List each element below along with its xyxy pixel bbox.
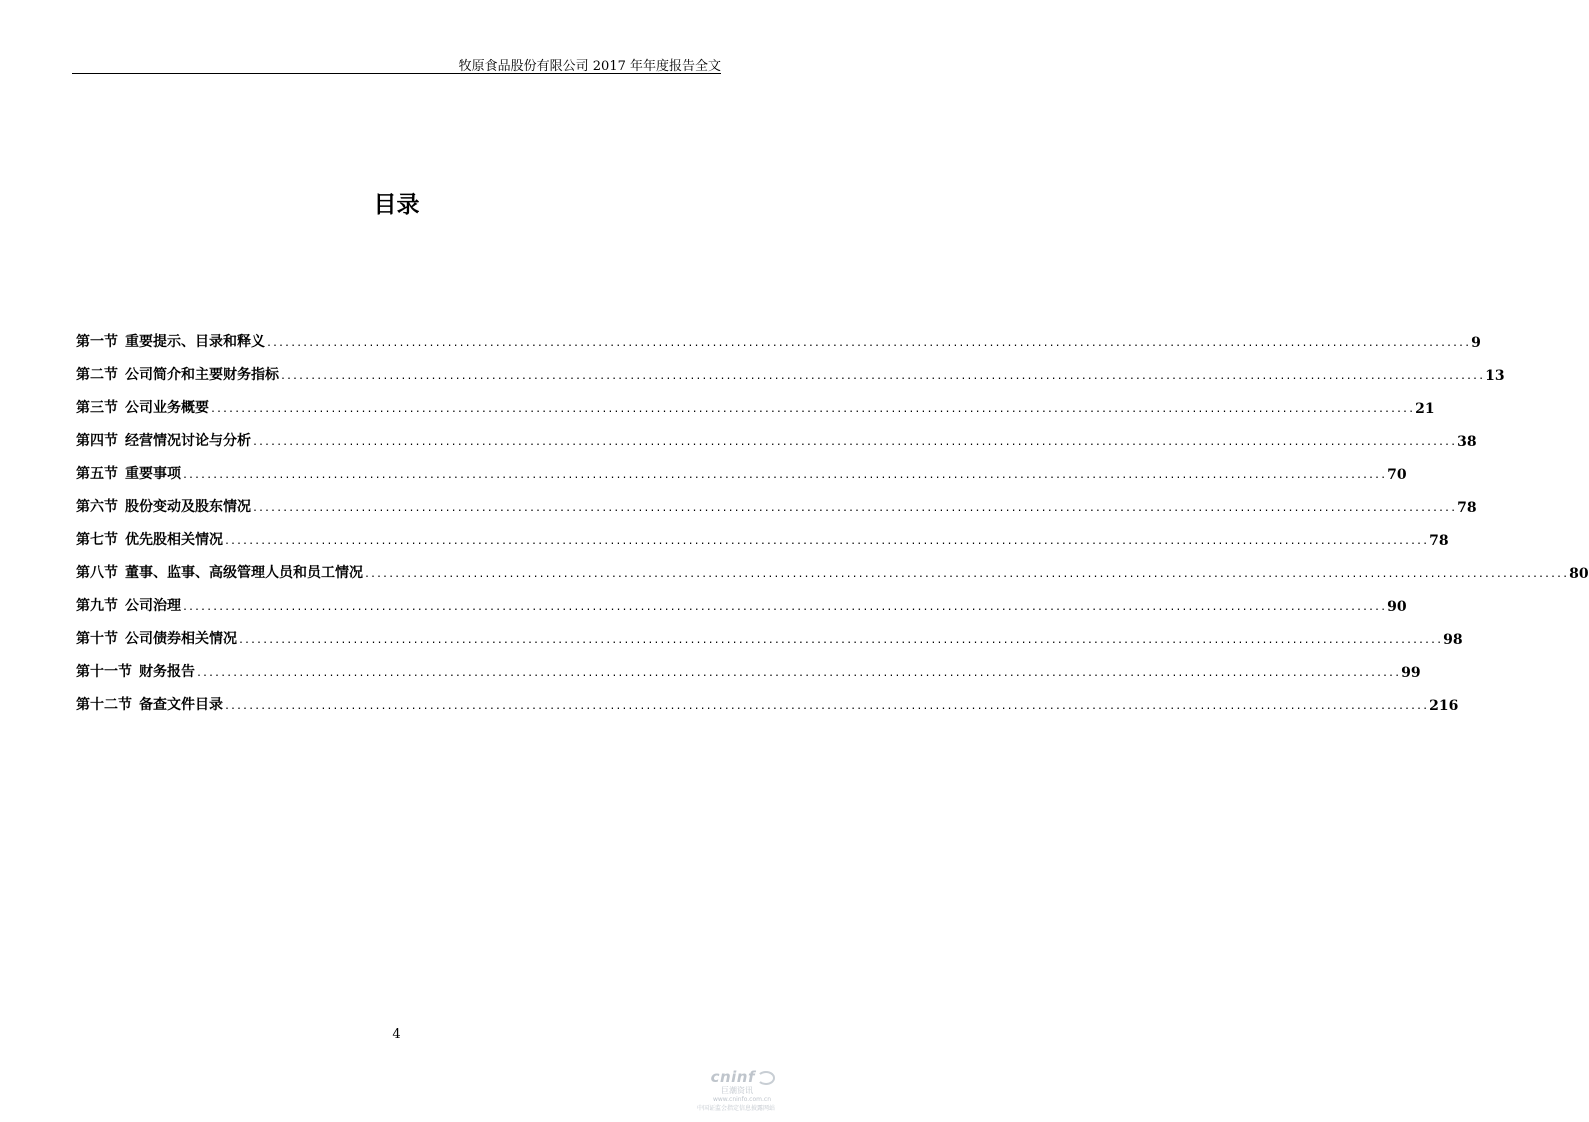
toc-dot-leader: ........................................................................................................................................................................................................	[210, 404, 1415, 415]
toc-dot-leader: ........................................................................................................................................................................................................	[238, 635, 1443, 646]
toc-section-number: 第五节	[76, 466, 118, 482]
toc-page-number: 99	[1401, 665, 1421, 681]
toc-section-name: 公司简介和主要财务指标	[125, 367, 279, 383]
toc-section-name: 公司债券相关情况	[125, 631, 237, 647]
toc-section-name: 经营情况讨论与分析	[125, 433, 251, 449]
toc-section-number: 第七节	[76, 532, 118, 548]
toc-page-number: 38	[1457, 434, 1477, 450]
toc-dot-leader: ........................................................................................................................................................................................................	[252, 437, 1457, 448]
toc-section-number: 第一节	[76, 334, 118, 350]
toc-title: 目录	[373, 192, 420, 218]
toc-entry[interactable]	[76, 417, 1477, 450]
toc-section-number: 第六节	[76, 499, 118, 515]
toc-entry[interactable]	[76, 351, 1505, 384]
toc-section-number: 第四节	[76, 433, 118, 449]
toc-page-number: 98	[1443, 632, 1463, 648]
header-divider	[72, 73, 721, 74]
cninfo-logo-text: cninf	[710, 1068, 755, 1086]
swoosh-icon	[757, 1071, 775, 1085]
toc-dot-leader: ........................................................................................................................................................................................................	[280, 371, 1485, 382]
toc-dot-leader: ........................................................................................................................................................................................................	[182, 602, 1387, 613]
toc-section-name: 重要提示、目录和释义	[125, 334, 265, 350]
toc-section-number: 第八节	[76, 565, 118, 581]
toc-section-name: 重要事项	[125, 466, 181, 482]
toc-dot-leader: ........................................................................................................................................................................................................	[224, 701, 1429, 712]
toc-page-number: 70	[1387, 467, 1407, 483]
watermark-url: www.cninfo.com.cn	[712, 1096, 771, 1103]
toc-page-number: 9	[1471, 335, 1481, 351]
toc-dot-leader: ........................................................................................................................................................................................................	[266, 338, 1471, 349]
watermark-brand: 巨潮资讯	[721, 1086, 753, 1095]
toc-section-name: 董事、监事、高级管理人员和员工情况	[125, 565, 363, 581]
watermark-tagline: 中国证监会指定信息披露网站	[696, 1105, 775, 1112]
toc-entry[interactable]	[76, 648, 1421, 681]
toc-entry[interactable]	[76, 318, 1481, 351]
toc-entry[interactable]	[76, 516, 1449, 549]
page-number: 4	[392, 1027, 401, 1042]
toc-section-name: 股份变动及股东情况	[125, 499, 251, 515]
toc-dot-leader: ........................................................................................................................................................................................................	[252, 503, 1457, 514]
toc-entry[interactable]	[76, 384, 1435, 417]
toc-section-number: 第三节	[76, 400, 118, 416]
toc-section-number: 第二节	[76, 367, 118, 383]
toc-page-number: 78	[1457, 500, 1477, 516]
toc-page-number: 21	[1415, 401, 1435, 417]
toc-dot-leader: ........................................................................................................................................................................................................	[364, 569, 1569, 580]
toc-section-number: 第十一节	[76, 664, 132, 680]
toc-page-number: 90	[1387, 599, 1407, 615]
toc-page-number: 13	[1485, 368, 1505, 384]
toc-section-name: 优先股相关情况	[125, 532, 223, 548]
toc-section-name: 财务报告	[139, 664, 195, 680]
toc-section-name: 备查文件目录	[139, 697, 223, 713]
document-header-title: 牧原食品股份有限公司 2017 年年度报告全文	[458, 59, 721, 74]
table-of-contents	[76, 318, 1589, 714]
toc-dot-leader: ........................................................................................................................................................................................................	[182, 470, 1387, 481]
toc-entry[interactable]	[76, 681, 1459, 714]
toc-entry[interactable]	[76, 483, 1477, 516]
toc-dot-leader: ........................................................................................................................................................................................................	[196, 668, 1401, 679]
toc-section-name: 公司治理	[125, 598, 181, 614]
toc-page-number: 80	[1569, 566, 1589, 582]
toc-section-name: 公司业务概要	[125, 400, 209, 416]
toc-section-number: 第十节	[76, 631, 118, 647]
toc-page-number: 78	[1429, 533, 1449, 549]
toc-entry[interactable]	[76, 549, 1589, 582]
toc-dot-leader: ........................................................................................................................................................................................................	[224, 536, 1429, 547]
toc-entry[interactable]	[76, 450, 1407, 483]
cninfo-watermark	[679, 1068, 775, 1112]
toc-section-number: 第十二节	[76, 697, 132, 713]
toc-entry[interactable]	[76, 582, 1407, 615]
toc-page-number: 216	[1429, 698, 1459, 714]
toc-section-number: 第九节	[76, 598, 118, 614]
toc-entry[interactable]	[76, 615, 1463, 648]
cninfo-logo	[679, 1068, 775, 1086]
